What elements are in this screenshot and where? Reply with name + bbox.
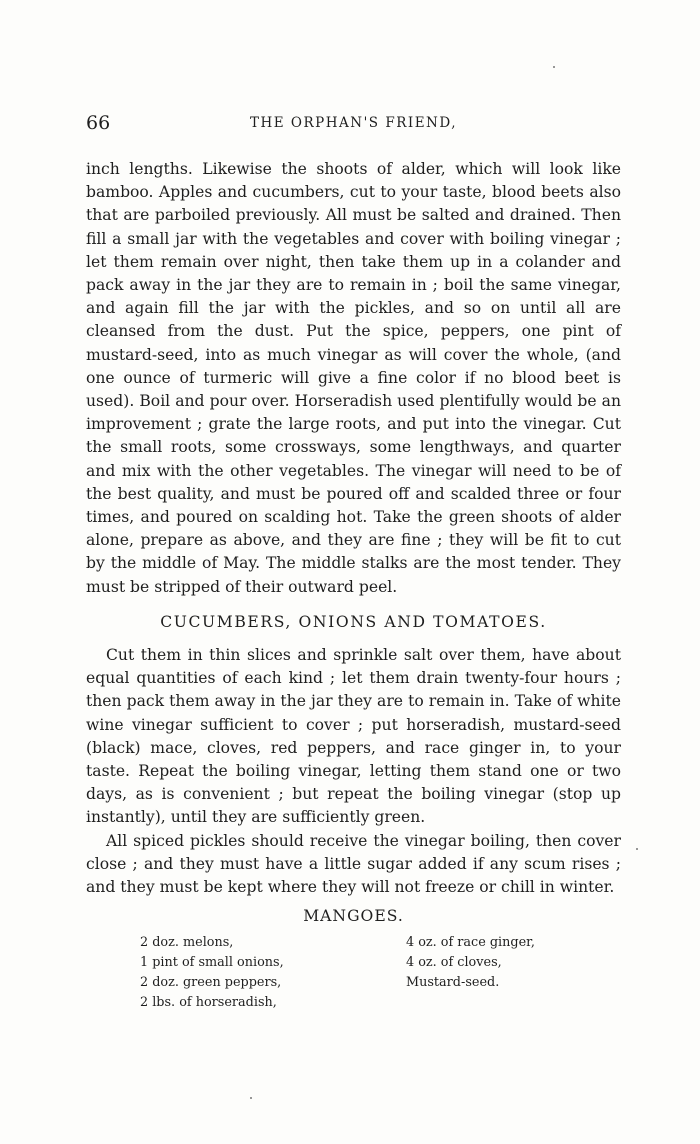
ingredient-item: 1 pint of small onions,: [140, 954, 284, 970]
ingredient-item: 2 lbs. of horseradish,: [140, 994, 277, 1010]
ingredient-item: 4 oz. of cloves,: [406, 954, 502, 970]
speck-mark: [636, 848, 638, 850]
body-paragraph: inch lengths. Likewise the shoots of alder, which will look like bamboo. Apples and cucumbers, cut to your taste, blood beets also that are parboiled previously. All must be salted and drained. Then fill a small jar with the vegetables and cover with boiling vinegar ; let them remain over night, then take them up in a colander and pack away in the jar they are to remain in ; boil the same vinegar, and again fill the jar with the pickles, and so on until all are cleansed from the dust. Put the spice, peppers, one pint of mustard-seed, into as much vinegar as will cover the whole, (and one ounce of turmeric will give a fine color if no blood beet is used). Boil and pour over. Horseradish used plentifully would be an improvement ; grate the large roots, and put into the vinegar. Cut the small roots, some crossways, some lengthways, and quarter and mix with the other vegetables. The vinegar will need to be of the best quality, and must be poured off and scalded three or four times, and poured on scalding hot. Take the green shoots of alder alone, prepare as above, and they are fine ; they will be fit to cut by the middle of May. The middle stalks are the most tender. They must be stripped of their outward peel.: [86, 160, 621, 596]
section-heading: MANGOES.: [303, 907, 404, 926]
ingredients-column-left: [140, 933, 406, 1013]
page-body: [86, 158, 621, 1013]
ingredient-item: 4 oz. of race ginger,: [406, 934, 535, 950]
section-heading: CUCUMBERS, ONIONS AND TOMATOES.: [160, 612, 547, 631]
ingredients-list: [140, 933, 621, 1013]
ingredient-item: 2 doz. melons,: [140, 934, 234, 950]
page-number: 66: [86, 112, 111, 134]
ingredient-item: 2 doz. green peppers,: [140, 974, 282, 990]
ingredient-item: Mustard-seed.: [406, 974, 500, 990]
body-paragraph: Cut them in thin slices and sprinkle salt over them, have about equal quantities of each kind ; let them drain twenty-four hours ; then pack them away in the jar they are to remain in. Take of white wine vinegar sufficient to cover ; put horseradish, mustard-seed (black) mace, cloves, red peppers, and race ginger in, to your taste. Repeat the boiling vinegar, letting them stand one or two days, as is convenient ; but repeat the boiling vinegar (stop up instantly), until they are sufficiently green.: [86, 646, 621, 827]
speck-mark: [553, 66, 555, 68]
running-title: THE ORPHAN'S FRIEND,: [250, 115, 457, 131]
page-header: [86, 112, 621, 142]
ingredients-column-right: [406, 933, 535, 1013]
speck-mark: [250, 1097, 252, 1099]
body-paragraph: All spiced pickles should receive the vinegar boiling, then cover close ; and they must have a little sugar added if any scum rises ; and they must be kept where they will not freeze or chill in winter.: [86, 831, 621, 897]
